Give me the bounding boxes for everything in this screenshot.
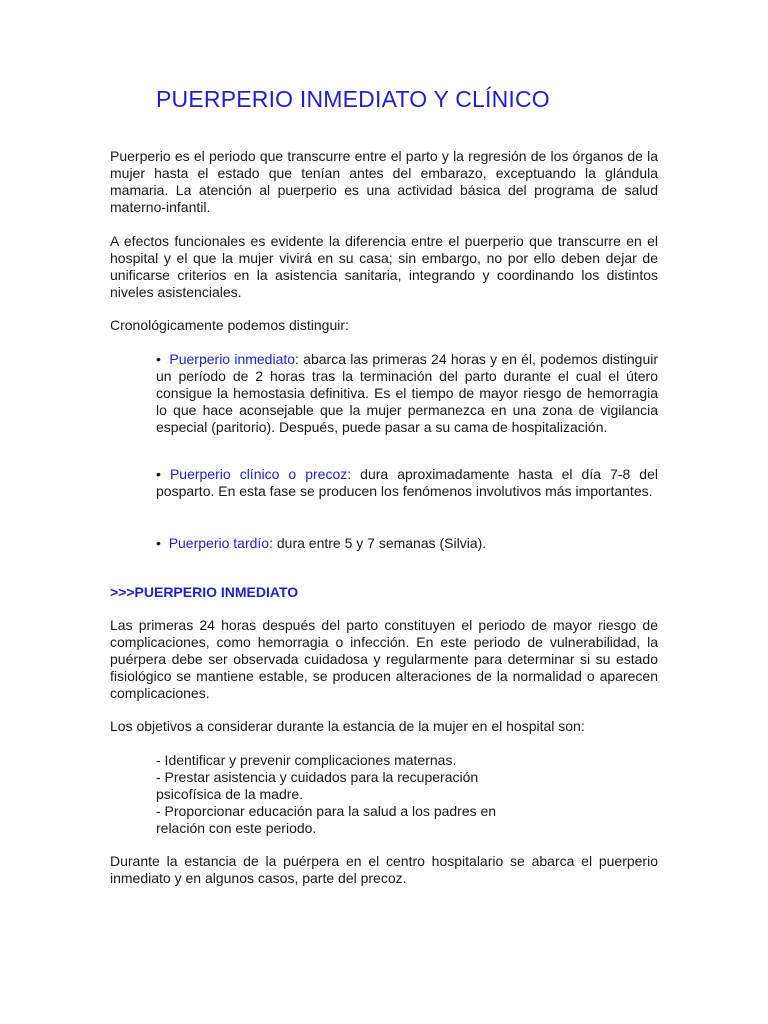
stage-item-tardio	[156, 535, 658, 552]
stage-term: Puerperio tardío	[168, 535, 270, 551]
stage-description: : dura aproximadamente hasta el día 7-8 del posparto. En esta fase se producen los fenómenos involutivos más importantes.	[156, 466, 658, 499]
functional-paragraph: A efectos funcionales es evidente la diferencia entre el puerperio que transcurre en el hospital y el que la mujer vivirá en su casa; sin embargo, no por ello deben dejar de unificarse criterios en la asistencia sanitaria, integrando y coordinando los distintos niveles asistenciales.	[110, 233, 658, 300]
list-item: psicofísica de la madre.	[156, 786, 304, 802]
list-item: - Identificar y prevenir complicaciones maternas.	[156, 752, 457, 768]
objectives-intro: Los objetivos a considerar durante la estancia de la mujer en el hospital son:	[110, 718, 585, 734]
chronology-intro: Cronológicamente podemos distinguir:	[110, 317, 349, 333]
bullet-icon: •	[156, 466, 161, 482]
list-item: - Prestar asistencia y cuidados para la recuperación	[156, 769, 479, 785]
stage-description: : abarca las primeras 24 horas y en él, podemos distinguir un período de 2 horas tras la terminación del parto durante el cual el útero consigue la hemostasia definitiva. Es el tiempo de mayor riesgo de hemorragia lo que hace aconsejable que la mujer permanezca en una zona de vigilancia especial (paritorio). Después, puede pasar a su cama de hospitalización.	[156, 351, 659, 435]
closing-paragraph: Durante la estancia de la puérpera en el centro hospitalario se abarca el puerperio inmediato y en algunos casos, parte del precoz.	[110, 853, 658, 886]
stage-term: Puerperio clínico o precoz	[169, 466, 348, 482]
bullet-icon: •	[156, 535, 161, 551]
stage-item-inmediato	[156, 351, 658, 436]
stage-term: Puerperio inmediato	[169, 351, 296, 367]
section-paragraph-risk: Las primeras 24 horas después del parto constituyen el periodo de mayor riesgo de complicaciones, como hemorragia o infección. En este periodo de vulnerabilidad, la puérpera debe ser observada cuidadosa y regularmente para determinar si su estado fisiológico se mantiene estable, se producen alteraciones de la normalidad o aparecen complicaciones.	[110, 617, 658, 701]
stage-item-clinico	[156, 466, 658, 500]
stage-description: : dura entre 5 y 7 semanas (Silvia).	[269, 535, 487, 551]
intro-paragraph: Puerperio es el periodo que transcurre entre el parto y la regresión de los órganos de la mujer hasta el estado que tenían antes del embarazo, exceptuando la glándula mamaria. La atención al puerperio es una actividad básica del programa de salud materno-infantil.	[110, 148, 658, 215]
page-title: PUERPERIO INMEDIATO Y CLÍNICO	[156, 86, 550, 112]
list-item: relación con este periodo.	[156, 820, 317, 836]
section-heading: >>>PUERPERIO INMEDIATO	[110, 584, 299, 600]
objectives-list	[156, 752, 496, 837]
bullet-icon: •	[156, 351, 161, 367]
list-item: - Proporcionar educación para la salud a los padres en	[156, 803, 497, 819]
